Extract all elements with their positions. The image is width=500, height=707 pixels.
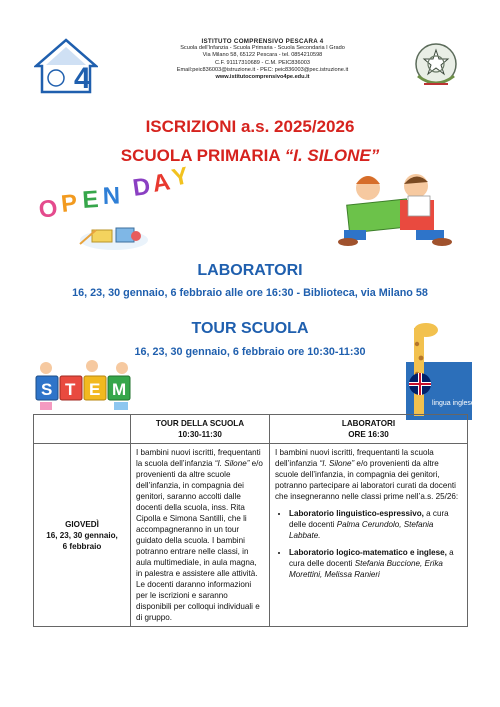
tour-info-paragraph: Le docenti daranno informazioni per le iscrizioni e saranno disponibili per colloqui individuali e di gruppo. <box>136 580 260 622</box>
laboratori-heading: LABORATORI <box>197 262 303 279</box>
list-item: • Laboratorio linguistico-espressivo, a cura delle docenti Palma Cerundolo, Stefania Labbate. <box>289 508 462 541</box>
lab-paragraph: I bambini nuovi iscritti, frequentanti la scuola dell’infanzia “I. Silone” e/o provenienti da altre scuole dell’infanzia, in compagnia dei genitori, potranno partecipare ai laboratori curati da docenti che insegneranno nelle classi prime nell’a.s. 25/26: <box>275 448 459 501</box>
school-website[interactable]: www.istitutocomprensivo4pe.edu.it <box>215 74 310 81</box>
lab-description-cell <box>270 444 468 627</box>
day-dates-2: 6 febbraio <box>62 541 102 551</box>
open-day-letter: D <box>131 172 153 202</box>
tour-description-cell <box>131 444 270 627</box>
enrollment-title: ISCRIZIONI a.s. 2025/2026 <box>145 117 355 136</box>
stem-letter: S <box>41 380 53 399</box>
stem-letter: T <box>65 380 76 399</box>
header-tour-cell <box>131 415 270 444</box>
header-tour-time: 10:30-11:30 <box>178 430 222 439</box>
italian-republic-emblem <box>410 36 462 92</box>
open-day-letter: E <box>81 185 100 214</box>
header-lab-cell <box>270 415 468 444</box>
open-day-letter: A <box>150 168 173 198</box>
school-title-name: “I. SILONE” <box>284 146 380 165</box>
header-lab-title: LABORATORI <box>341 419 396 428</box>
school-header <box>140 38 385 81</box>
stem-letter: E <box>89 380 101 399</box>
tour-paragraph: I bambini nuovi iscritti, frequentanti la scuola dell’infanzia “I. Silone” e/o provenienti da altre scuole dell’infanzia, in compagnia dei genitori, saranno accolti dalle docenti della scuola, inss. Rita Cipolla e Simona Santilli, che li accompagneranno in un tour guidato della scuola. I bambini potranno entrare nelle classi, in aula multimediale, in aula magna, in palestra e assistere alle attività. <box>136 448 263 578</box>
open-day-illustration <box>36 166 196 256</box>
tour-heading: TOUR SCUOLA <box>191 320 309 337</box>
list-item: • Laboratorio logico-matematico e inglese, a cura delle docenti Stefania Buccione, Erika Morettini, Melissa Ranieri <box>289 547 462 580</box>
stem-letter: M <box>112 380 127 399</box>
school-address: Via Milano 58, 65122 Pescara - tel. 0854210598 <box>202 52 323 59</box>
school-email: Email:peic836003@istruzione.it - PEC: peic836003@pec.istruzione.it <box>176 66 349 73</box>
stem-illustration <box>30 356 140 414</box>
giraffe-english-illustration <box>398 322 474 422</box>
table-header-row <box>34 415 468 444</box>
header-empty-cell <box>34 415 131 444</box>
day-dates-1: 16, 23, 30 gennaio, <box>46 530 118 540</box>
day-cell <box>34 444 131 627</box>
day-name: GIOVEDÌ <box>65 519 99 529</box>
kids-reading-illustration <box>308 168 458 250</box>
school-title <box>0 146 500 166</box>
school-name: ISTITUTO COMPRENSIVO PESCARA 4 <box>201 38 324 45</box>
giraffe-caption: lingua inglese <box>432 400 474 407</box>
header-lab-time: ORE 16:30 <box>348 430 389 439</box>
table-row <box>34 444 468 627</box>
open-day-letter: N <box>102 182 121 210</box>
school-types: Scuola dell'Infanzia - Scuola Primaria - Scuola Secondaria I Grado <box>180 45 345 52</box>
lab-list <box>275 508 462 580</box>
tour-dates: 16, 23, 30 gennaio, 6 febbraio ore 10:30-11:30 <box>134 346 366 358</box>
header-tour-title: TOUR DELLA SCUOLA <box>155 419 245 428</box>
logo-number: 4 <box>74 62 91 94</box>
laboratori-dates: 16, 23, 30 gennaio, 6 febbraio alle ore 16:30 - Biblioteca, via Milano 58 <box>72 287 428 299</box>
schedule-table <box>33 414 468 627</box>
open-day-letter: Y <box>169 166 191 192</box>
school-logo <box>34 38 98 94</box>
open-day-letter: P <box>59 189 79 218</box>
school-title-prefix: SCUOLA PRIMARIA <box>120 146 285 165</box>
open-day-letter: O <box>37 194 60 224</box>
school-codes: C.F. 91117310689 - C.M. PEIC836003 <box>215 59 310 66</box>
